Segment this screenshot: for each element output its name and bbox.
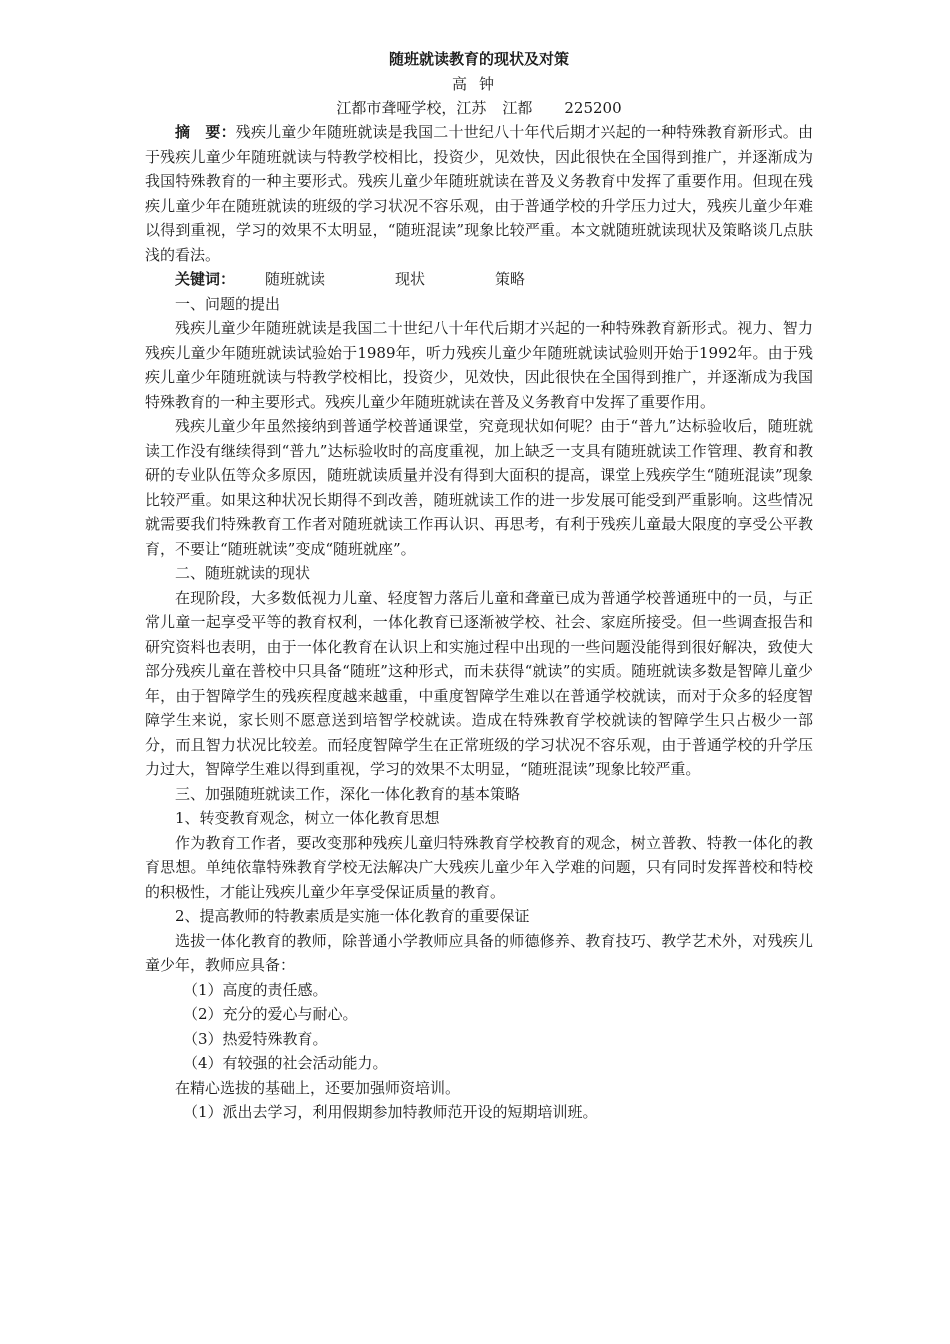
keyword: 现状 (395, 270, 426, 288)
list-item: （1）高度的责任感。 (183, 980, 328, 999)
keyword: 随班就读 (265, 270, 326, 288)
abstract-label: 摘 要： (175, 123, 236, 141)
list-item: （3）热爱特殊教育。 (183, 1029, 328, 1048)
section-heading: 二、随班就读的现状 (175, 564, 311, 582)
list-item: （4）有较强的社会活动能力。 (183, 1054, 388, 1072)
list-item: （1）派出去学习，利用假期参加特教师范开设的短期培训班。 (183, 1103, 598, 1121)
body-paragraph: 残疾儿童少年虽然接纳到普通学校普通课堂，究竟现状如何呢？由于“普九”达标验收后，随班就读工作没有继续得到“普九”达标验收时的高度重视，加上缺乏一支具有随班就读工作管理、教育和教研的专业队伍等众多原因，随班就读质量并没有得到大面积的提高，课堂上残疾学生“随班混读”现象比较严重。如果这种状况长期得不到改善，随班就读工作的进一步发展可能受到严重影响。这些情况就需要我们特殊教育工作者对随班就读工作再认识、再思考，有利于残疾儿童最大限度的享受公平教育，不要让“随班就读”变成“随班就座”。 (145, 417, 813, 558)
subsection-heading: 1、转变教育观念，树立一体化教育思想 (175, 809, 440, 827)
body-paragraph: 选拔一体化教育的教师，除普通小学教师应具备的师德修养、教育技巧、教学艺术外，对残疾儿童少年，教师应具备： (145, 931, 813, 974)
affiliation-postcode: 225200 (564, 99, 622, 117)
affiliation-org: 江都市聋哑学校，江苏 (336, 99, 487, 117)
subsection-heading: 2、提高教师的特教素质是实施一体化教育的重要保证 (175, 907, 530, 925)
body-paragraph: 残疾儿童少年随班就读是我国二十世纪八十年代后期才兴起的一种特殊教育新形式。视力、智力残疾儿童少年随班就读试验始于1989年，听力残疾儿童少年随班就读试验则开始于1992年。由于残疾儿童少年随班就读与特教学校相比，投资少，见效快，因此很快在全国得到推广，并逐渐成为我国特殊教育的一种主要形式。残疾儿童少年随班就读在普及义务教育中发挥了重要作用。 (145, 319, 813, 411)
affiliation (145, 96, 813, 120)
affiliation-city: 江都 (502, 99, 533, 117)
abstract (145, 120, 813, 267)
body-paragraph: 在精心选拔的基础上，还要加强师资培训。 (175, 1078, 461, 1097)
keywords (145, 267, 813, 292)
document-page (145, 46, 813, 1125)
section-heading: 三、加强随班就读工作，深化一体化教育的基本策略 (175, 784, 521, 803)
body-paragraph: 在现阶段，大多数低视力儿童、轻度智力落后儿童和聋童已成为普通学校普通班中的一员，与正常儿童一起享受平等的教育权利，一体化教育已逐渐被学校、社会、家庭所接受。但一些调查报告和研究资料也表明，由于一体化教育在认识上和实施过程中出现的一些问题没能得到很好解决，致使大部分残疾儿童在普校中只具备“随班”这种形式，而未获得“就读”的实质。随班就读多数是智障儿童少年，由于智障学生的残疾程度越来越重，中重度智障学生难以在普通学校就读，而对于众多的轻度智障学生来说，家长则不愿意送到培智学校就读。造成在特殊教育学校就读的智障学生只占极少一部分，而且智力状况比较差。而轻度智障学生在正常班级的学习状况不容乐观，由于普通学校的升学压力过大，智障学生难以得到重视，学习的效果不太明显，“随班混读”现象比较严重。 (145, 588, 813, 778)
author-name: 高钟 (451, 75, 506, 93)
keyword: 策略 (495, 270, 526, 288)
body-paragraph: 作为教育工作者，要改变那种残疾儿童归特殊教育学校教育的观念，树立普教、特教一体化的教育思想。单纯依靠特殊教育学校无法解决广大残疾儿童少年入学难的问题，只有同时发挥普校和特校的积极性，才能让残疾儿童少年享受保证质量的教育。 (145, 833, 813, 901)
abstract-text: 残疾儿童少年随班就读是我国二十世纪八十年代后期才兴起的一种特殊教育新形式。由于残疾儿童少年随班就读与特教学校相比，投资少，见效快，因此很快在全国得到推广，并逐渐成为我国特殊教育的一种主要形式。残疾儿童少年随班就读在普及义务教育中发挥了重要作用。但现在残疾儿童少年在随班就读的班级的学习状况不容乐观，由于普通学校的升学压力过大，残疾儿童少年难以得到重视，学习的效果不太明显，“随班混读”现象比较严重。本文就随班就读现状及策略谈几点肤浅的看法。 (145, 123, 813, 264)
keywords-label: 关键词： (175, 270, 236, 288)
paper-title: 随班就读教育的现状及对策 (388, 50, 569, 68)
section-heading: 一、问题的提出 (175, 294, 281, 313)
list-item: （2）充分的爱心与耐心。 (183, 1005, 358, 1023)
